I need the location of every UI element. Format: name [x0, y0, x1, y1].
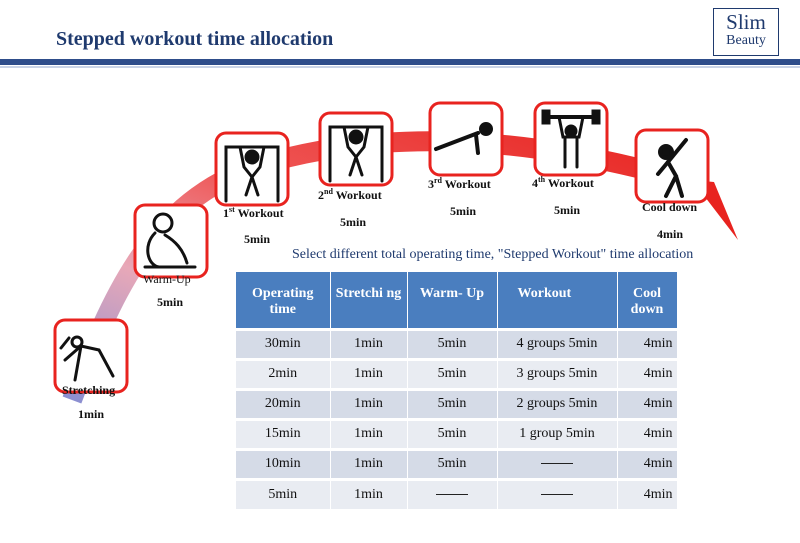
step-icon-workout-3 — [430, 103, 502, 175]
step-icon-cool-down — [636, 130, 708, 202]
table-cell: 5min — [407, 329, 497, 359]
table-row — [236, 419, 677, 449]
table-header-row — [236, 272, 677, 329]
table-cell: 5min — [407, 359, 497, 389]
logo-line-1: Slim — [726, 10, 766, 34]
step-label-workout-3: 3rd Workout — [428, 176, 491, 191]
col-header-cool-down: Cool down — [617, 272, 677, 329]
col-header-stretching: Stretchi ng — [330, 272, 407, 329]
table-row — [236, 449, 677, 479]
step-label-workout-4: 4th Workout — [532, 175, 594, 190]
step-duration-workout-2: 5min — [340, 215, 367, 229]
step-duration-warm-up: 5min — [157, 295, 184, 309]
table-cell: 1min — [330, 359, 407, 389]
step-icon-stretching — [55, 320, 127, 392]
table-cell: 3 groups 5min — [497, 359, 617, 389]
table-cell: 5min — [407, 389, 497, 419]
table-cell: 2 groups 5min — [497, 389, 617, 419]
table-cell: 10min — [236, 449, 330, 479]
table-cell: 2min — [236, 359, 330, 389]
table-cell: 4min — [617, 419, 677, 449]
empty-value-dash — [436, 494, 468, 495]
step-icon-workout-2 — [320, 113, 392, 185]
table-row — [236, 479, 677, 509]
step-icon-workout-4 — [535, 103, 607, 175]
step-duration-cool-down: 4min — [657, 227, 684, 241]
step-duration-workout-1: 5min — [244, 232, 271, 246]
step-icon-warm-up — [135, 205, 207, 277]
empty-value-dash — [541, 494, 573, 495]
step-duration-workout-3: 5min — [450, 204, 477, 218]
table-cell: 4min — [617, 389, 677, 419]
table-cell: 20min — [236, 389, 330, 419]
time-allocation-table — [236, 272, 678, 509]
table-cell: 5min — [407, 449, 497, 479]
step-label-stretching: Stretching — [62, 383, 116, 397]
logo-line-2: Beauty — [726, 33, 766, 48]
table-cell: 5min — [236, 479, 330, 509]
table-cell: 1min — [330, 419, 407, 449]
col-header-workout: Workout — [497, 272, 617, 329]
page-title: Stepped workout time allocation — [56, 28, 334, 50]
empty-value-dash — [541, 463, 573, 464]
table-cell: 1min — [330, 389, 407, 419]
table-cell — [497, 479, 617, 509]
table-cell: 1min — [330, 479, 407, 509]
table-cell: 4min — [617, 329, 677, 359]
table-cell: 1min — [330, 449, 407, 479]
table-cell — [497, 449, 617, 479]
step-label-workout-2: 2nd Workout — [318, 187, 382, 202]
col-header-warm-up: Warm- Up — [407, 272, 497, 329]
step-label-warm-up: Warm-Up — [143, 272, 191, 286]
table-cell: 4min — [617, 449, 677, 479]
step-icon-workout-1 — [216, 133, 288, 205]
table-cell: 1min — [330, 329, 407, 359]
table-cell: 4min — [617, 359, 677, 389]
step-label-workout-1: 1st Workout — [223, 205, 284, 220]
table-cell: 4 groups 5min — [497, 329, 617, 359]
table-cell: 30min — [236, 329, 330, 359]
table-cell: 1 group 5min — [497, 419, 617, 449]
table-row — [236, 359, 677, 389]
table-cell: 4min — [617, 479, 677, 509]
col-header-operating-time: Operating time — [236, 272, 330, 329]
table-cell — [407, 479, 497, 509]
step-label-cool-down: Cool down — [642, 200, 698, 214]
table-row — [236, 329, 677, 359]
table-caption: Select different total operating time, "Stepped Workout" time allocation — [292, 247, 694, 262]
step-duration-stretching: 1min — [78, 407, 105, 421]
table-row — [236, 389, 677, 419]
step-duration-workout-4: 5min — [554, 203, 581, 217]
table-cell: 15min — [236, 419, 330, 449]
table-cell: 5min — [407, 419, 497, 449]
